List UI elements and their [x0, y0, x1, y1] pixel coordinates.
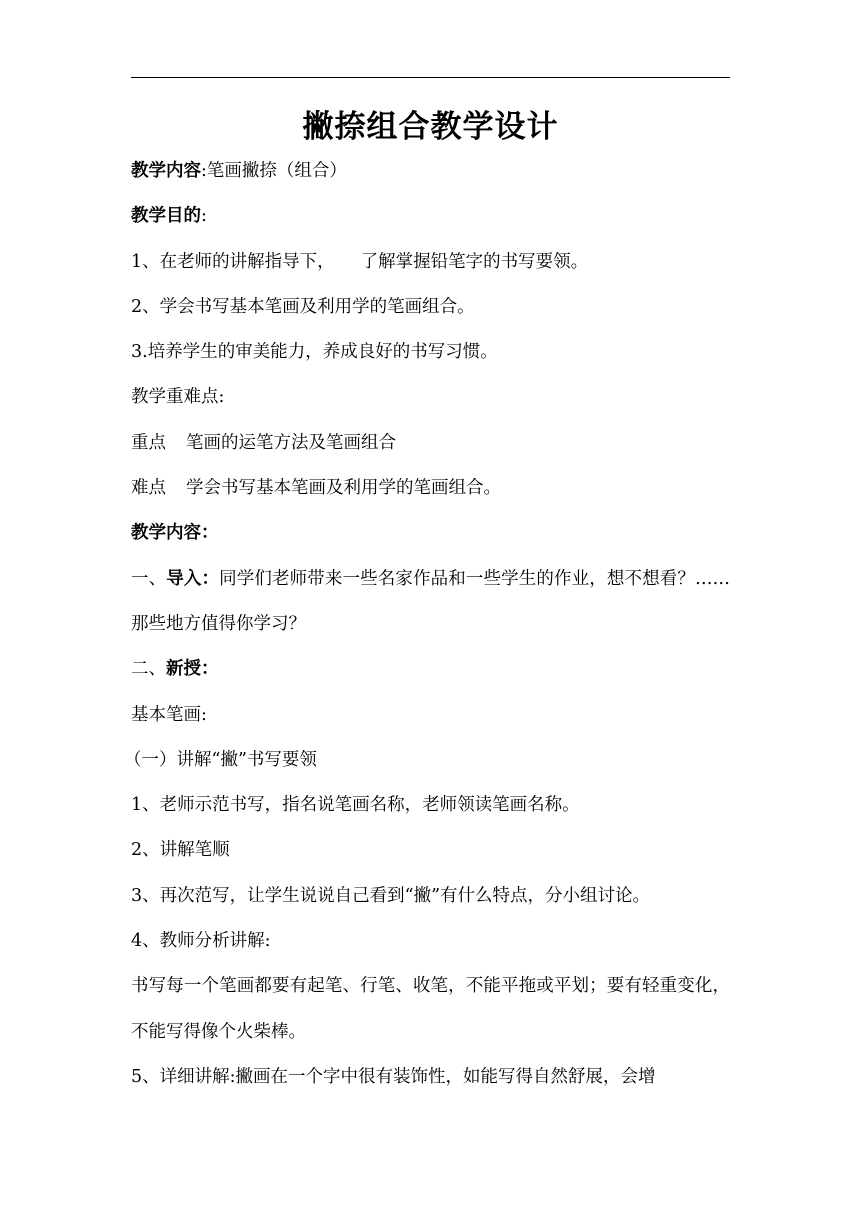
goal-heading [131, 194, 730, 239]
goal-item-1-part-b: 了解掌握铅笔字的书写要领。 [360, 251, 589, 272]
key-heading: 教学重难点: [131, 387, 225, 408]
explanation-paragraph: 书写每一个笔画都要有起笔、行笔、收笔，不能平拖或平划；要有轻重变化，不能写得像个火柴棒。 [131, 976, 730, 1042]
goal-item-2: 2、学会书写基本笔画及利用学的笔画组合。 [131, 296, 475, 317]
intro-prefix: 一、 [131, 568, 167, 589]
goal-colon: : [201, 206, 207, 227]
header-rule [131, 77, 730, 78]
content-label: 教学内容 [131, 161, 201, 181]
key-point-label: 重点 [131, 432, 166, 453]
goal-item-3: 3.培养学生的审美能力，养成良好的书写习惯。 [131, 342, 498, 363]
content-line [131, 149, 730, 194]
key-point-text: 笔画的运笔方法及笔画组合 [186, 432, 396, 453]
step-1: 1、老师示范书写，指名说笔画名称，老师领读笔画名称。 [131, 795, 580, 816]
basic-strokes: 基本笔画: [131, 704, 207, 725]
document-body [124, 149, 730, 1100]
difficulty-label: 难点 [131, 478, 166, 499]
step-5: 5、详细讲解:撇画在一个字中很有装饰性，如能写得自然舒展，会增 [131, 1066, 656, 1087]
content-value: :笔画撇捺（组合） [201, 161, 347, 181]
goal-label: 教学目的 [131, 206, 201, 227]
intro-text: 同学们老师带来一些名家作品和一些学生的作业，想不想看？……那些地方值得你学习？ [131, 568, 730, 634]
step-2: 2、讲解笔顺 [131, 840, 230, 861]
step-4: 4、教师分析讲解: [131, 931, 271, 952]
goal-item-1 [131, 240, 730, 285]
new-label: 新授： [166, 659, 219, 680]
sub-heading: （一）讲解“撇”书写要领 [124, 749, 317, 770]
step-3: 3、再次范写，让学生说说自己看到“撇”有什么特点，分小组讨论。 [131, 885, 651, 906]
new-heading [131, 647, 730, 692]
new-prefix: 二、 [131, 659, 166, 680]
difficulty-text: 学会书写基本笔画及利用学的笔画组合。 [186, 478, 501, 499]
difficulty-line [131, 466, 730, 511]
page-title: 撇捺组合教学设计 [302, 109, 559, 145]
intro-label: 导入： [166, 568, 220, 589]
section-heading: 教学内容： [131, 523, 219, 544]
goal-item-1-part-a: 1、在老师的讲解指导下， [131, 251, 335, 272]
intro-paragraph [131, 557, 730, 648]
key-point-line [131, 421, 730, 466]
